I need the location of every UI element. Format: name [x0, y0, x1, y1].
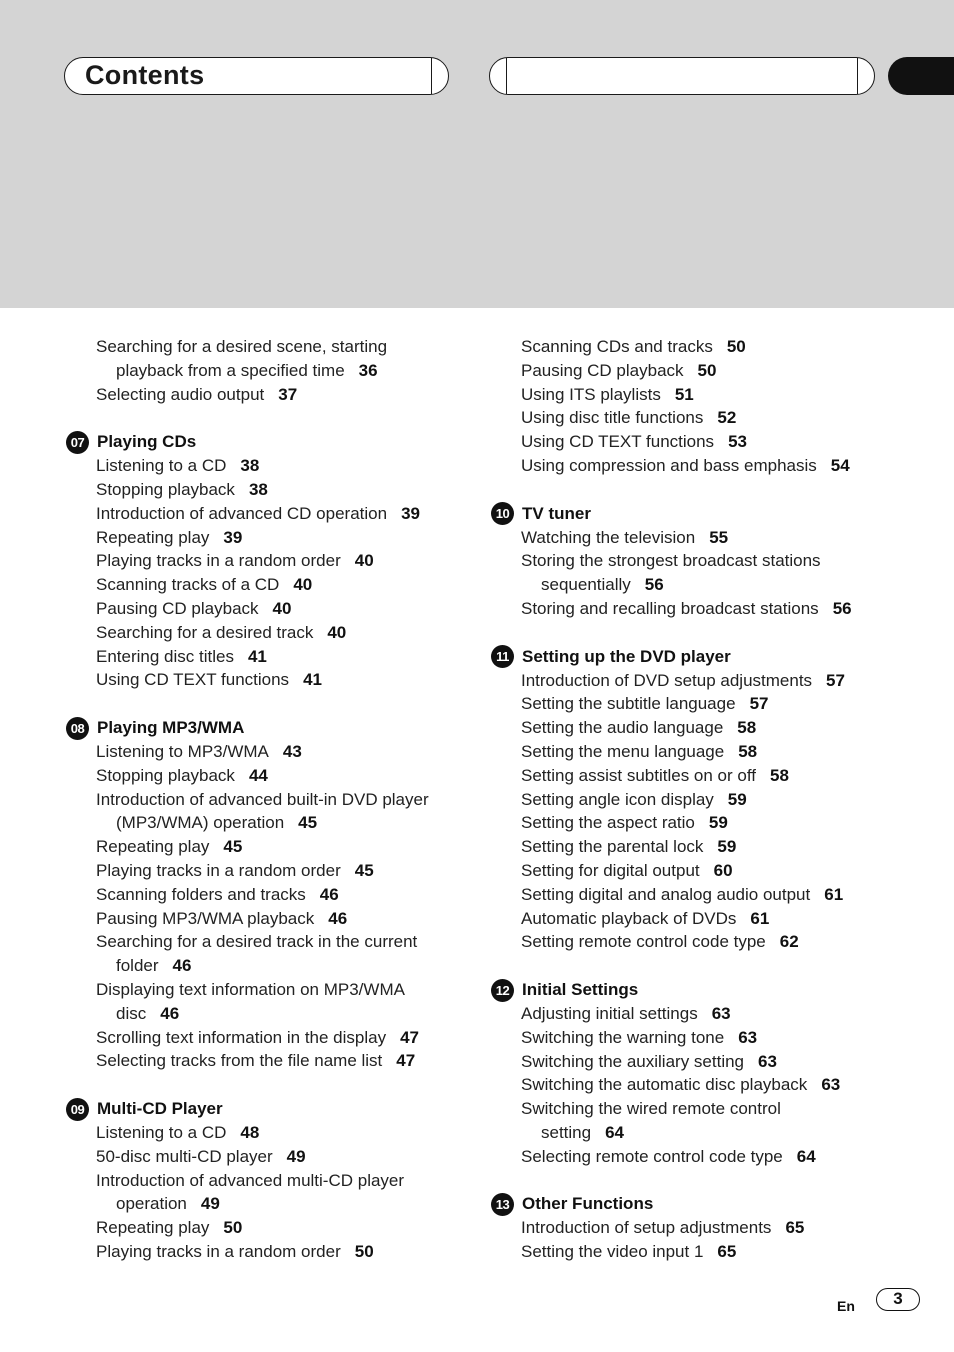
- toc-page-number: 47: [396, 1051, 416, 1071]
- toc-entry-line: [491, 859, 911, 883]
- toc-entry[interactable]: [491, 740, 911, 764]
- section-title: Playing CDs: [97, 432, 197, 452]
- toc-entry-text: Introduction of advanced CD operation: [96, 503, 388, 523]
- toc-entry-text: Playing tracks in a random order: [96, 551, 341, 571]
- toc-entry-line: [66, 668, 486, 692]
- toc-entry-text: Introduction of advanced built-in DVD player: [96, 789, 429, 809]
- toc-entry[interactable]: [66, 645, 486, 669]
- toc-entry[interactable]: [66, 1240, 486, 1264]
- toc-entry-line: [491, 811, 911, 835]
- toc-page-number: 57: [826, 670, 845, 690]
- toc-page-number: 63: [711, 1003, 731, 1023]
- toc-page-number: 44: [248, 765, 268, 785]
- toc-entry[interactable]: [66, 1049, 486, 1073]
- toc-entry-text: Setting the video input 1: [521, 1242, 704, 1262]
- toc-entry-text: Entering disc titles: [96, 646, 234, 666]
- toc-entry[interactable]: [66, 907, 486, 931]
- section-number-badge: 12: [491, 979, 514, 1002]
- section-spacer: [491, 954, 911, 978]
- toc-page-number: 40: [354, 551, 374, 571]
- toc-entry-line: [66, 907, 486, 931]
- toc-entry-text: Pausing MP3/WMA playback: [96, 908, 315, 928]
- toc-page-number: 46: [160, 1003, 180, 1023]
- section-title: Playing MP3/WMA: [97, 718, 245, 738]
- toc-entry-text: Searching for a desired scene, starting: [96, 337, 388, 356]
- toc-entry-text: Using disc title functions: [521, 408, 704, 428]
- toc-entry-line: [491, 406, 911, 430]
- toc-page-number: 56: [832, 598, 852, 618]
- toc-page-number: 46: [172, 956, 192, 976]
- toc-entry-text: Watching the television: [521, 527, 696, 547]
- toc-entry-text: Listening to a CD: [96, 456, 227, 476]
- toc-entry[interactable]: [66, 335, 486, 383]
- toc-entry-line: [491, 1026, 911, 1050]
- toc-entry-text: folder: [116, 956, 159, 976]
- toc-entry-text: Switching the automatic disc playback: [521, 1075, 808, 1095]
- toc-entry-line: [66, 526, 486, 550]
- toc-page-number: 40: [272, 598, 292, 618]
- toc-entry-line: [491, 692, 911, 716]
- toc-page-number: 55: [709, 527, 729, 547]
- toc-entry-line: [66, 930, 486, 954]
- toc-entry[interactable]: [66, 1145, 486, 1169]
- toc-entry-text: Pausing CD playback: [96, 598, 259, 618]
- section-heading[interactable]: [491, 502, 911, 526]
- toc-page-number: 47: [400, 1027, 420, 1047]
- toc-page-number: 63: [821, 1075, 841, 1095]
- toc-page-number: 54: [830, 455, 850, 475]
- toc-entry[interactable]: [491, 430, 911, 454]
- toc-page-number: 36: [358, 360, 378, 380]
- toc-entry-line: [66, 549, 486, 573]
- toc-entry[interactable]: [491, 335, 911, 359]
- toc-entry-text: Using CD TEXT functions: [521, 432, 715, 452]
- toc-entry-line: [66, 883, 486, 907]
- toc-entry-line: [491, 335, 911, 359]
- toc-page-number: 58: [737, 718, 757, 738]
- toc-entry-line: [491, 883, 911, 907]
- section-number-badge: 13: [491, 1193, 514, 1216]
- toc-page-number: 43: [282, 741, 302, 761]
- toc-page-number: 65: [785, 1218, 805, 1238]
- toc-entry[interactable]: [66, 454, 486, 478]
- toc-entry[interactable]: [491, 716, 911, 740]
- toc-entry-line: [491, 1240, 911, 1264]
- toc-entry-text: Repeating play: [96, 527, 210, 547]
- toc-entry-line: [66, 645, 486, 669]
- toc-entry-line: [491, 597, 911, 621]
- toc-entry-line: [491, 907, 911, 931]
- toc-entry[interactable]: [66, 1216, 486, 1240]
- toc-entry[interactable]: [491, 1002, 911, 1026]
- toc-page-number: 48: [240, 1122, 260, 1142]
- toc-page-number: 45: [354, 860, 374, 880]
- blank-box-divider-left: [506, 58, 507, 94]
- title-box: [64, 57, 449, 95]
- toc-page-number: 38: [248, 479, 268, 499]
- toc-page-number: 64: [796, 1146, 816, 1166]
- toc-entry[interactable]: [66, 788, 486, 836]
- toc-entry-line: [66, 621, 486, 645]
- toc-entry[interactable]: [66, 621, 486, 645]
- toc-entry[interactable]: [491, 835, 911, 859]
- toc-page-number: 60: [713, 860, 733, 880]
- toc-entry-line: [66, 383, 486, 407]
- toc-entry[interactable]: [491, 383, 911, 407]
- toc-entry[interactable]: [66, 1169, 486, 1217]
- toc-page-number: 45: [298, 813, 318, 833]
- toc-entry[interactable]: [491, 1216, 911, 1240]
- toc-entry[interactable]: [491, 764, 911, 788]
- toc-entry-text: Selecting audio output: [96, 384, 265, 404]
- language-label: En: [837, 1298, 855, 1314]
- toc-entry-text: Scanning tracks of a CD: [96, 575, 280, 595]
- toc-entry-text: Setting angle icon display: [521, 789, 714, 809]
- section-heading[interactable]: [66, 716, 486, 740]
- toc-entry-line: [491, 1121, 911, 1145]
- toc-entry[interactable]: [66, 502, 486, 526]
- section-spacer: [66, 1073, 486, 1097]
- toc-entry-line: [491, 764, 911, 788]
- toc-entry[interactable]: [66, 597, 486, 621]
- toc-page-number: 40: [327, 622, 347, 642]
- toc-entry-text: sequentially: [541, 575, 631, 595]
- toc-entry[interactable]: [491, 597, 911, 621]
- toc-entry-text: Stopping playback: [96, 765, 235, 785]
- toc-entry-line: [491, 383, 911, 407]
- toc-entry-line: [491, 1050, 911, 1074]
- toc-entry-line: [66, 597, 486, 621]
- toc-page-number: 50: [354, 1241, 374, 1261]
- toc-entry-text: Scrolling text information in the display: [96, 1027, 387, 1047]
- toc-entry-text: Selecting tracks from the file name list: [96, 1051, 383, 1071]
- toc-entry[interactable]: [491, 788, 911, 812]
- toc-entry[interactable]: [66, 1121, 486, 1145]
- toc-entry[interactable]: [491, 907, 911, 931]
- toc-entry[interactable]: [66, 740, 486, 764]
- toc-entry-line: [66, 1121, 486, 1145]
- toc-entry-text: Listening to MP3/WMA: [96, 741, 269, 761]
- toc-entry-text: Listening to a CD: [96, 1122, 227, 1142]
- section-title: Other Functions: [522, 1194, 654, 1214]
- toc-page-number: 59: [708, 813, 728, 833]
- toc-entry[interactable]: [491, 526, 911, 550]
- toc-entry-line: [491, 549, 911, 573]
- toc-entry-line: [66, 1049, 486, 1073]
- toc-entry-text: Displaying text information on MP3/WMA: [96, 979, 405, 999]
- toc-page-number: 49: [286, 1146, 306, 1166]
- toc-page-number: 41: [247, 646, 267, 666]
- section-title: Multi-CD Player: [97, 1099, 223, 1118]
- toc-entry[interactable]: [66, 383, 486, 407]
- toc-entry[interactable]: [491, 359, 911, 383]
- toc-page-number: 51: [674, 384, 694, 404]
- toc-entry-line: [491, 359, 911, 383]
- toc-entry-text: (MP3/WMA) operation: [116, 813, 285, 833]
- toc-entry-line: [66, 478, 486, 502]
- toc-entry-line: [66, 1192, 486, 1216]
- toc-entry-line: [491, 1145, 911, 1169]
- toc-entry[interactable]: [66, 573, 486, 597]
- toc-entry-text: Selecting remote control code type: [521, 1146, 783, 1166]
- toc-entry-text: Scanning folders and tracks: [96, 884, 306, 904]
- toc-page-number: 62: [779, 932, 799, 952]
- toc-page-number: 45: [223, 837, 243, 857]
- toc-entry-text: Scanning CDs and tracks: [521, 337, 713, 356]
- toc-entry[interactable]: [66, 978, 486, 1026]
- toc-entry-line: [66, 811, 486, 835]
- toc-entry[interactable]: [66, 883, 486, 907]
- toc-entry-text: Storing the strongest broadcast stations: [521, 551, 821, 571]
- toc-entry-line: [66, 740, 486, 764]
- toc-entry-text: Repeating play: [96, 1218, 210, 1238]
- toc-entry-text: 50-disc multi-CD player: [96, 1146, 273, 1166]
- toc-entry[interactable]: [66, 859, 486, 883]
- toc-page-number: 50: [223, 1218, 243, 1238]
- toc-entry-line: [66, 1240, 486, 1264]
- toc-entry-text: Introduction of setup adjustments: [521, 1218, 772, 1238]
- section-title: Initial Settings: [522, 980, 639, 1000]
- toc-entry[interactable]: [491, 1145, 911, 1169]
- toc-entry-text: Switching the wired remote control: [521, 1099, 781, 1119]
- toc-entry-text: Setting remote control code type: [521, 932, 766, 952]
- toc-entry-text: Playing tracks in a random order: [96, 860, 341, 880]
- toc-page-number: 61: [750, 908, 770, 928]
- section-number-badge: 11: [491, 645, 514, 668]
- toc-entry-line: [66, 859, 486, 883]
- toc-right-column: [491, 335, 911, 1264]
- toc-page-number: 38: [240, 456, 260, 476]
- toc-entry[interactable]: [66, 1026, 486, 1050]
- toc-entry-text: Setting for digital output: [521, 860, 700, 880]
- toc-entry[interactable]: [491, 859, 911, 883]
- toc-page-number: 37: [278, 384, 298, 404]
- section-tab: [888, 57, 954, 95]
- toc-entry-line: [66, 1026, 486, 1050]
- toc-page-number: 57: [749, 694, 769, 714]
- toc-entry-text: Switching the warning tone: [521, 1027, 725, 1047]
- toc-page-number: 39: [401, 503, 420, 523]
- section-spacer: [66, 406, 486, 430]
- toc-entry-line: [491, 430, 911, 454]
- toc-entry-text: Pausing CD playback: [521, 360, 684, 380]
- section-spacer: [491, 1169, 911, 1193]
- toc-entry-text: Setting the aspect ratio: [521, 813, 695, 833]
- toc-entry-line: [491, 454, 911, 478]
- toc-entry-line: [491, 1073, 911, 1097]
- toc-page-number: 50: [697, 360, 717, 380]
- toc-entry-text: Adjusting initial settings: [521, 1003, 698, 1023]
- toc-entry[interactable]: [66, 835, 486, 859]
- toc-entry[interactable]: [66, 478, 486, 502]
- toc-page-number: 63: [758, 1051, 777, 1071]
- toc-page-number: 46: [319, 884, 339, 904]
- toc-entry-line: [491, 716, 911, 740]
- toc-entry[interactable]: [491, 549, 911, 597]
- toc-entry[interactable]: [66, 930, 486, 978]
- toc-entry-text: Using ITS playlists: [521, 384, 661, 404]
- toc-entry-line: [66, 502, 486, 526]
- toc-entry-line: [491, 788, 911, 812]
- toc-entry-text: Automatic playback of DVDs: [521, 908, 737, 928]
- section-heading[interactable]: [491, 645, 911, 669]
- section-heading[interactable]: [66, 1097, 486, 1121]
- toc-entry-line: [66, 335, 486, 359]
- toc-entry-text: Setting assist subtitles on or off: [521, 765, 756, 785]
- section-heading[interactable]: [491, 1193, 911, 1217]
- section-number-badge: 10: [491, 502, 514, 525]
- toc-entry[interactable]: [491, 1050, 911, 1074]
- toc-entry-text: Using CD TEXT functions: [96, 670, 290, 690]
- toc-page-number: 58: [738, 741, 758, 761]
- toc-entry-line: [491, 1097, 911, 1121]
- toc-page-number: 61: [824, 884, 844, 904]
- toc-entry-line: [491, 930, 911, 954]
- toc-entry[interactable]: [491, 692, 911, 716]
- toc-entry-line: [491, 526, 911, 550]
- toc-entry[interactable]: [491, 406, 911, 430]
- section-title: Setting up the DVD player: [522, 646, 731, 666]
- section-number-badge: 08: [66, 717, 89, 740]
- section-number-badge: 09: [66, 1098, 89, 1121]
- section-number-badge: 07: [66, 431, 89, 454]
- toc-entry[interactable]: [66, 526, 486, 550]
- toc-entry[interactable]: [66, 549, 486, 573]
- toc-page-number: 39: [223, 527, 243, 547]
- page-title: Contents: [85, 60, 205, 90]
- blank-box-divider-right: [857, 58, 858, 94]
- toc-entry-line: [66, 454, 486, 478]
- header-band: [0, 0, 954, 308]
- toc-entry-text: playback from a specified time: [116, 360, 345, 380]
- toc-entry-text: Setting the audio language: [521, 718, 724, 738]
- toc-entry-text: Setting the subtitle language: [521, 694, 736, 714]
- toc-entry[interactable]: [491, 883, 911, 907]
- toc-entry-line: [66, 788, 486, 812]
- toc-page-number: 53: [728, 432, 747, 452]
- toc-entry-line: [491, 835, 911, 859]
- section-spacer: [491, 621, 911, 645]
- toc-page-number: 40: [293, 575, 313, 595]
- toc-entry[interactable]: [491, 669, 911, 693]
- toc-entry-line: [491, 1002, 911, 1026]
- toc-entry-text: Searching for a desired track in the current: [96, 932, 418, 952]
- toc-entry-text: Switching the auxiliary setting: [521, 1051, 745, 1071]
- toc-entry-text: Setting digital and analog audio output: [521, 884, 811, 904]
- toc-entry-text: Setting the parental lock: [521, 837, 704, 857]
- toc-entry-line: [66, 764, 486, 788]
- toc-entry-line: [491, 1216, 911, 1240]
- toc-entry[interactable]: [491, 930, 911, 954]
- toc-entry-text: Using compression and bass emphasis: [521, 455, 817, 475]
- toc-page-number: 50: [726, 337, 746, 356]
- toc-entry-line: [66, 1216, 486, 1240]
- toc-entry[interactable]: [491, 1240, 911, 1264]
- toc-entry-text: Playing tracks in a random order: [96, 1241, 341, 1261]
- toc-entry[interactable]: [491, 1026, 911, 1050]
- section-title: TV tuner: [522, 503, 591, 523]
- toc-entry-text: setting: [541, 1122, 592, 1142]
- toc-entry[interactable]: [491, 1097, 911, 1145]
- section-spacer: [66, 692, 486, 716]
- toc-entry-text: disc: [116, 1003, 147, 1023]
- toc-entry-line: [66, 359, 486, 383]
- toc-entry[interactable]: [66, 764, 486, 788]
- toc-entry[interactable]: [66, 668, 486, 692]
- toc-entry[interactable]: [491, 454, 911, 478]
- toc-entry-line: [66, 1169, 486, 1193]
- toc-left-column: [66, 335, 486, 1264]
- toc-page-number: 46: [328, 908, 348, 928]
- toc-entry-text: Setting the menu language: [521, 741, 725, 761]
- toc-entry-text: Repeating play: [96, 837, 210, 857]
- toc-page-number: 65: [717, 1242, 737, 1262]
- toc-page-number: 63: [738, 1027, 758, 1047]
- title-box-divider: [431, 58, 432, 94]
- toc-page-number: 49: [200, 1194, 220, 1214]
- toc-entry-text: Searching for a desired track: [96, 622, 314, 642]
- toc-entry-text: Introduction of DVD setup adjustments: [521, 670, 813, 690]
- toc-entry-line: [66, 1145, 486, 1169]
- toc-page-number: 59: [727, 789, 747, 809]
- toc-page-number: 56: [644, 575, 664, 595]
- toc-entry-line: [66, 954, 486, 978]
- toc-page-number: 52: [717, 408, 737, 428]
- toc-entry-line: [491, 573, 911, 597]
- section-heading[interactable]: [491, 978, 911, 1002]
- toc-page-number: 58: [769, 765, 789, 785]
- toc-entry-line: [491, 740, 911, 764]
- toc-entry-line: [66, 573, 486, 597]
- toc-entry-text: Stopping playback: [96, 479, 235, 499]
- toc-entry-text: Introduction of advanced multi-CD player: [96, 1170, 405, 1190]
- section-heading[interactable]: [66, 430, 486, 454]
- toc-entry-line: [66, 835, 486, 859]
- toc-entry-text: Storing and recalling broadcast stations: [521, 598, 819, 618]
- toc-entry-text: operation: [116, 1194, 187, 1214]
- section-spacer: [491, 478, 911, 502]
- toc-entry-line: [491, 669, 911, 693]
- toc-entry[interactable]: [491, 811, 911, 835]
- toc-entry-line: [66, 1002, 486, 1026]
- toc-page-number: 41: [303, 670, 322, 690]
- toc-entry[interactable]: [491, 1073, 911, 1097]
- toc-page-number: 64: [605, 1122, 625, 1142]
- toc-page-number: 59: [717, 837, 737, 857]
- toc-entry-line: [66, 978, 486, 1002]
- blank-header-box: [489, 57, 875, 95]
- page-number: 3: [876, 1288, 920, 1311]
